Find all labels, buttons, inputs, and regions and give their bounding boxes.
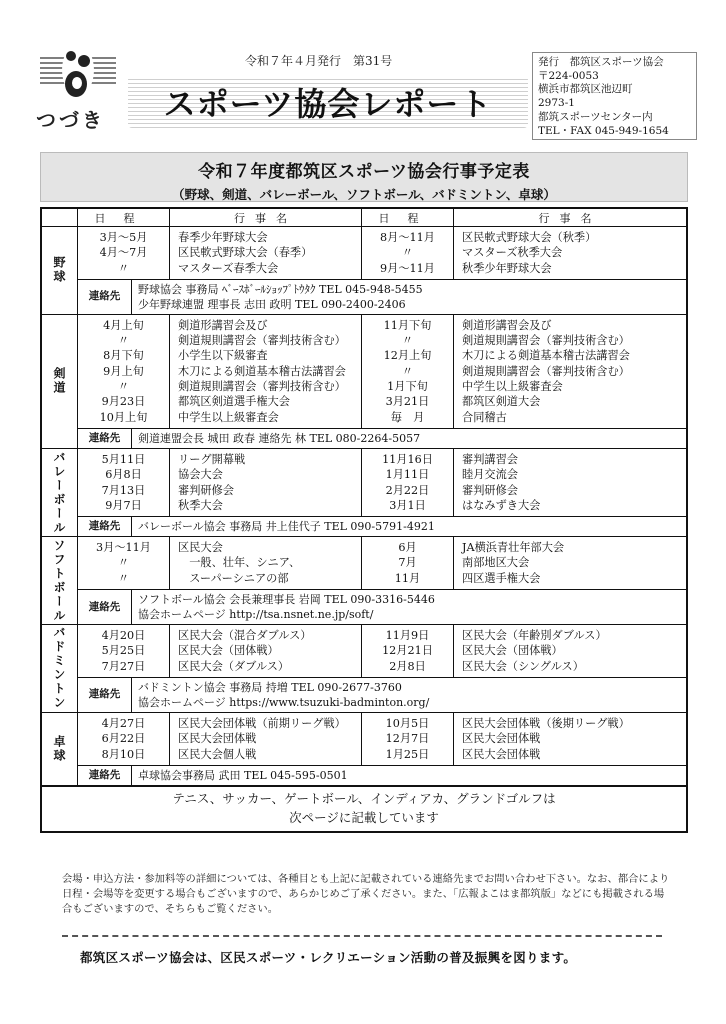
header-date: 日程	[78, 209, 170, 226]
contact-info	[132, 280, 686, 314]
event-date-column	[78, 315, 170, 428]
contact-line: バドミントン協会 事務局 持増 TEL 090-2677-3760	[138, 680, 402, 694]
event-date: 11月16日	[382, 452, 433, 466]
event-name: 剣道規則講習会（審判技術含む）	[462, 334, 630, 348]
event-name: 区民大会（シングルス）	[462, 659, 584, 673]
sport-section	[42, 449, 686, 537]
sport-section	[42, 315, 686, 449]
event-name: 区民大会団体戦（後期リーグ戦）	[462, 716, 630, 730]
contact-line: 野球協会 事務局 ﾍﾞｰｽﾎﾞｰﾙｼｮｯﾌﾟﾄｳﾀｸ TEL 045-948-5455	[138, 282, 423, 296]
event-name: 剣道形講習会及び	[462, 318, 552, 332]
event-name-column	[170, 537, 362, 589]
contact-row	[78, 280, 686, 314]
event-name: 木刀による剣道基本稽古法講習会	[178, 364, 346, 378]
sport-category	[42, 537, 78, 624]
contact-row	[78, 517, 686, 536]
event-date: 毎 月	[390, 410, 425, 424]
event-rows	[78, 537, 686, 590]
logo	[30, 44, 130, 132]
event-date: 11月下旬	[383, 318, 432, 332]
event-date-column	[78, 537, 170, 589]
publisher-line: 発行 都筑区スポーツ協会	[538, 56, 664, 68]
event-name: 審判研修会	[178, 483, 234, 497]
event-name: 区民大会団体戦（前期リーグ戦）	[178, 716, 346, 730]
event-date: 7月	[398, 556, 417, 570]
event-name: リーグ開幕戦	[178, 452, 246, 466]
event-name: 区民軟式野球大会（春季）	[178, 246, 313, 260]
event-name: 区民大会（ダブルス）	[178, 659, 290, 673]
contact-row	[78, 766, 686, 785]
event-name: 区民大会（混合ダブルス）	[178, 629, 312, 643]
event-date: 4月～7月	[99, 246, 148, 260]
header-category	[42, 209, 78, 226]
sport-section-body	[78, 227, 686, 314]
event-name-column	[454, 713, 686, 765]
event-date: 4月27日	[101, 716, 146, 730]
event-date: 7月13日	[101, 483, 146, 497]
event-date: 12月7日	[385, 732, 430, 746]
event-date: 6月8日	[105, 468, 142, 482]
event-name-column	[170, 713, 362, 765]
event-date: 〃	[401, 246, 414, 260]
contact-info	[132, 590, 686, 624]
publisher-line: 横浜市都筑区池辺町	[538, 83, 633, 96]
schedule-subtitle: （野球、剣道、バレーボール、ソフトボール、バドミントン、卓球）	[172, 187, 556, 202]
event-name-column	[454, 315, 686, 428]
sport-section	[42, 227, 686, 315]
event-name: 春季少年野球大会	[178, 231, 268, 244]
sport-section	[42, 713, 686, 786]
event-name: 区民大会（団体戦）	[462, 644, 563, 658]
event-date-column	[362, 227, 454, 279]
event-date: 9月7日	[105, 498, 142, 512]
event-date: 4月20日	[101, 629, 146, 643]
sport-section	[42, 625, 686, 713]
contact-info	[132, 766, 686, 785]
event-rows	[78, 625, 686, 678]
contact-label: 連絡先	[78, 517, 132, 536]
footnote: 会場・申込方法・参加料等の詳細については、各種目とも上記に記載されている連絡先までお問い合わせ下さい。なお、都合により日程・会場等を変更する場合もございますので、あらかじめご了承ください。また、「広報よこはま都筑版」などにも掲載される場合もございますので、そちらもご覧ください。	[62, 873, 670, 915]
event-date-column	[362, 713, 454, 765]
event-date: 〃	[401, 334, 414, 348]
contact-line: バレーボール協会 事務局 井上佳代子 TEL 090-5791-4921	[138, 520, 435, 534]
contact-line: 剣道連盟会長 城田 政春 連絡先 林 TEL 080-2264-5057	[138, 431, 421, 445]
event-date: 2月22日	[385, 483, 430, 497]
publisher-line: TEL・FAX 045-949-1654	[538, 124, 669, 137]
page-title: スポーツ協会レポート	[128, 76, 528, 128]
event-date: 4月上旬	[103, 318, 144, 332]
event-date-column	[78, 713, 170, 765]
event-date: 1月下旬	[387, 380, 428, 394]
sections-container	[42, 227, 686, 786]
event-name: 都筑区剣道選手権大会	[178, 395, 290, 409]
event-name: はなみずき大会	[462, 498, 541, 512]
divider	[62, 935, 662, 937]
event-date: 〃	[117, 261, 130, 275]
sport-category	[42, 713, 78, 785]
contact-row	[78, 678, 686, 712]
event-date: 〃	[117, 571, 130, 585]
event-name-column	[454, 227, 686, 279]
event-name-column	[170, 227, 362, 279]
schedule-title-box	[40, 152, 688, 202]
event-date: 10月上旬	[99, 410, 148, 424]
event-name: 区民大会個人戦	[178, 747, 257, 761]
mission-statement: 都筑区スポーツ協会は、区民スポーツ・レクリエーション活動の普及振興を図ります。	[80, 950, 577, 965]
contact-info	[132, 429, 686, 448]
event-date: 8月10日	[101, 747, 146, 761]
sport-section	[42, 537, 686, 625]
event-name-column	[170, 315, 362, 428]
event-date: 12月上旬	[383, 349, 432, 363]
event-name: 剣道規則講習会（審判技術含む）	[178, 334, 346, 348]
publisher-box	[532, 52, 697, 140]
sport-section-body	[78, 537, 686, 624]
event-date: 6月	[398, 541, 417, 555]
event-name: 四区選手権大会	[462, 571, 541, 585]
contact-line: 協会ホームページ https://www.tsuzuki-badminton.org/	[138, 695, 430, 709]
logo-text: つづき	[36, 108, 105, 132]
event-date: 3月21日	[385, 395, 430, 409]
event-date: 8月下旬	[103, 349, 144, 363]
event-rows	[78, 227, 686, 280]
event-date-column	[362, 625, 454, 677]
contact-line: 少年野球連盟 理事長 志田 政明 TEL 090-2400-2406	[138, 297, 406, 311]
event-date: 〃	[117, 556, 130, 570]
event-name: 区民大会団体戦	[462, 747, 541, 761]
sport-category-label: 剣道	[52, 367, 66, 396]
event-date: 10月5日	[385, 716, 430, 730]
event-date: 1月25日	[385, 747, 430, 761]
event-date: 7月27日	[101, 659, 146, 673]
schedule-table	[40, 207, 688, 833]
event-name: 南部地区大会	[462, 556, 530, 570]
event-date: 〃	[117, 334, 130, 348]
sport-category-label: 野球	[52, 256, 66, 285]
issue-line: 令和７年４月発行 第31号	[245, 54, 393, 68]
header-event: 行事名	[538, 211, 602, 225]
event-name: スーパーシニアの部	[178, 571, 289, 585]
event-name: JA横浜青壮年部大会	[462, 541, 565, 555]
contact-label: 連絡先	[78, 766, 132, 785]
contact-row	[78, 590, 686, 624]
next-page-note-line: 次ページに記載しています	[289, 809, 439, 825]
sport-category-label: ソフトボール	[52, 538, 66, 623]
event-name: 剣道規則講習会（審判技術含む）	[178, 380, 346, 394]
event-date-column	[362, 537, 454, 589]
event-name: 協会大会	[178, 468, 223, 482]
event-date-column	[78, 625, 170, 677]
event-name: マスターズ秋季大会	[462, 246, 563, 260]
event-date-column	[362, 449, 454, 516]
sport-category	[42, 625, 78, 712]
event-name: 小学生以下級審査	[178, 349, 268, 363]
event-date: 6月22日	[101, 732, 146, 746]
event-name: 区民大会団体戦	[462, 732, 541, 746]
contact-row	[78, 429, 686, 448]
event-name: 区民大会（年齢別ダブルス）	[462, 629, 607, 643]
next-page-note	[42, 786, 686, 831]
event-name-column	[170, 625, 362, 677]
event-rows	[78, 315, 686, 429]
event-date: 1月11日	[385, 468, 430, 482]
event-name: 木刀による剣道基本稽古法講習会	[462, 349, 630, 363]
event-name: 区民大会	[178, 541, 223, 555]
event-name-column	[454, 625, 686, 677]
contact-label: 連絡先	[78, 678, 132, 712]
sport-category	[42, 449, 78, 536]
event-date: 11月9日	[385, 629, 430, 643]
logo-mark-icon	[38, 44, 118, 104]
event-name: 剣道規則講習会（審判技術含む）	[462, 364, 630, 378]
sport-section-body	[78, 449, 686, 536]
event-date-column	[362, 315, 454, 428]
event-date: 8月～11月	[380, 231, 435, 244]
event-date: 9月～11月	[380, 261, 435, 275]
sport-section-body	[78, 713, 686, 785]
event-date: 5月25日	[101, 644, 146, 658]
event-date-column	[78, 449, 170, 516]
event-date: 2月8日	[389, 659, 426, 673]
event-name: 秋季少年野球大会	[462, 261, 552, 275]
event-name: 合同稽古	[462, 410, 507, 424]
contact-line: 卓球協会事務局 武田 TEL 045-595-0501	[138, 768, 348, 782]
event-name: 審判研修会	[462, 483, 518, 497]
event-date-column	[78, 227, 170, 279]
event-name: 剣道形講習会及び	[178, 318, 268, 332]
header-event: 行事名	[170, 209, 362, 226]
event-date: 〃	[117, 380, 130, 394]
event-date: 5月11日	[101, 452, 146, 466]
event-date: 3月1日	[389, 498, 426, 512]
event-name-column	[454, 449, 686, 516]
contact-line: ソフトボール協会 会長兼理事長 岩岡 TEL 090-3316-5446	[138, 593, 435, 607]
sport-category-label: 卓球	[52, 734, 66, 763]
event-name: 区民大会（団体戦）	[178, 644, 279, 658]
sport-category-label: バドミントン	[52, 626, 66, 711]
event-name: 都筑区剣道大会	[462, 395, 541, 409]
next-page-note-line: テニス、サッカー、ゲートボール、インディアカ、グランドゴルフは	[172, 790, 556, 806]
event-name: マスターズ春季大会	[178, 261, 279, 275]
contact-label: 連絡先	[78, 429, 132, 448]
event-date: 〃	[401, 364, 414, 378]
event-date: 9月上旬	[103, 364, 144, 378]
sport-category	[42, 227, 78, 314]
event-rows	[78, 449, 686, 517]
schedule-title: 令和７年度都筑区スポーツ協会行事予定表	[198, 162, 530, 182]
sport-category	[42, 315, 78, 448]
sport-section-body	[78, 625, 686, 712]
contact-label: 連絡先	[78, 280, 132, 314]
event-date: 11月	[394, 571, 421, 585]
sport-category-label: バレーボール	[52, 450, 66, 535]
event-name-column	[454, 537, 686, 589]
event-name: 睦月交流会	[462, 468, 518, 482]
event-date: 3月～5月	[99, 231, 148, 244]
contact-line: 協会ホームページ http://tsa.nsnet.ne.jp/soft/	[138, 608, 374, 622]
event-name: 審判講習会	[462, 452, 518, 466]
contact-info	[132, 678, 686, 712]
event-date: 9月23日	[101, 395, 146, 409]
table-header	[42, 209, 686, 227]
publisher-line: 都筑スポーツセンター内	[538, 110, 653, 123]
event-date: 3月～11月	[96, 541, 151, 555]
event-rows	[78, 713, 686, 766]
event-name: 中学生以上級審査会	[462, 380, 563, 394]
sport-section-body	[78, 315, 686, 448]
event-name: 秋季大会	[178, 498, 223, 512]
event-name: 区民大会団体戦	[178, 732, 257, 746]
contact-info	[132, 517, 686, 536]
publisher-line: 〒224-0053	[538, 69, 599, 82]
event-name: 区民軟式野球大会（秋季）	[462, 231, 597, 244]
contact-label: 連絡先	[78, 590, 132, 624]
event-date: 12月21日	[382, 644, 433, 658]
publisher-line: 2973-1	[538, 97, 575, 110]
event-name-column	[170, 449, 362, 516]
event-name: 一般、壮年、シニア、	[178, 556, 301, 570]
event-name: 中学生以上級審査会	[178, 410, 279, 424]
header-date: 日程	[362, 209, 454, 226]
